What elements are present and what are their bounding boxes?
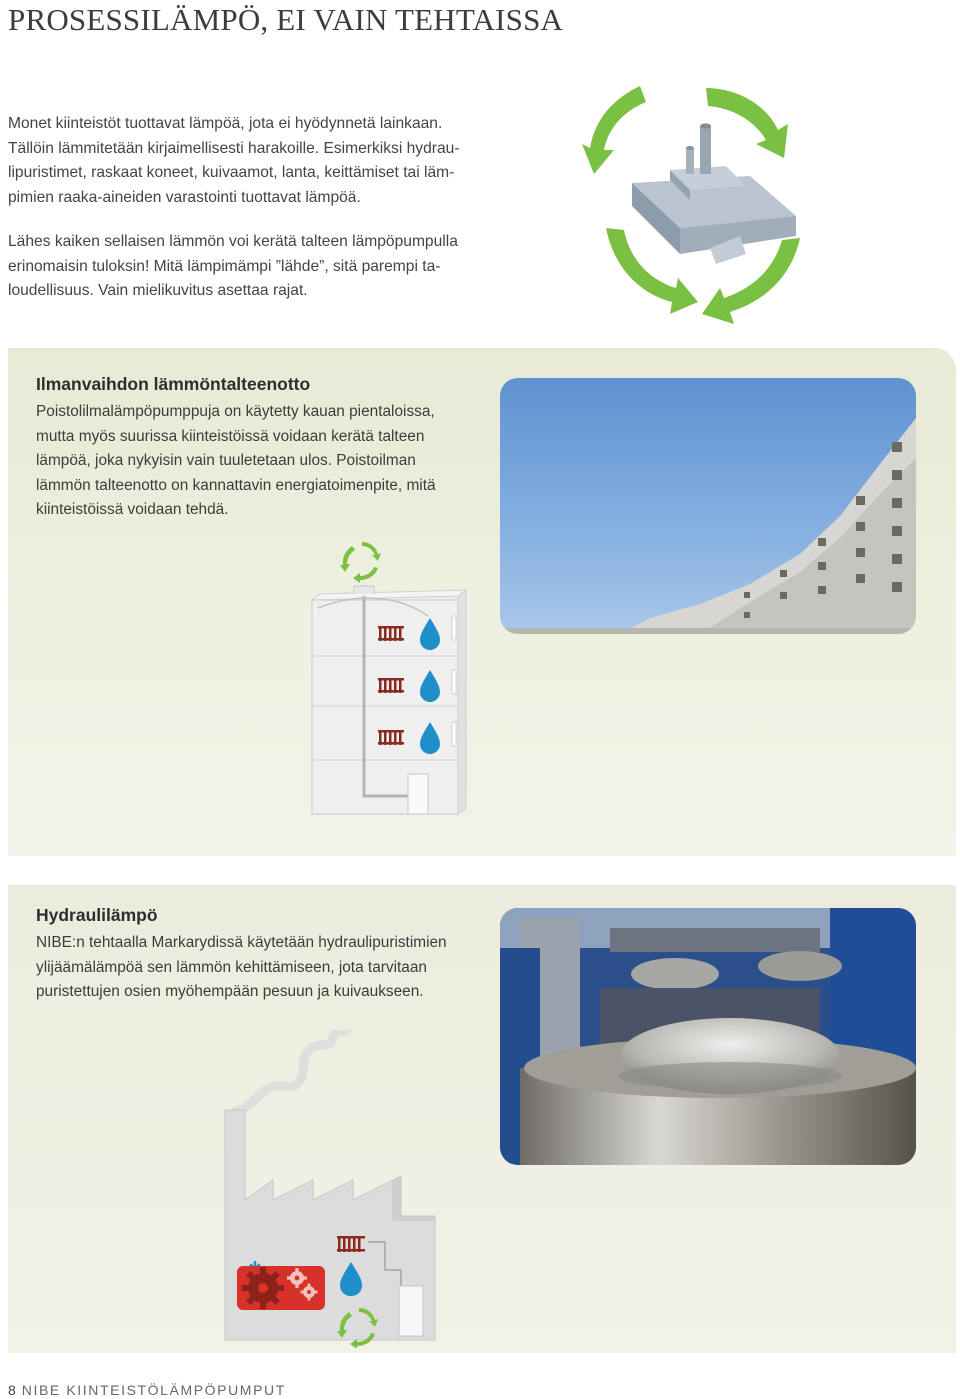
intro-paragraph-2: Lähes kaiken sellaisen lämmön voi kerätä talteen lämpöpumpulla erinomaisin tuloksin! Mitä lämpimämpi ”lähde”, sitä parempi taloudellisuus. Vain mielikuvitus asettaa rajat. [8, 233, 458, 299]
intro-paragraph-1: Monet kiinteistöt tuottavat lämpöä, jota ei hyödynnetä lainkaan. Tällöin lämmitetään kirjaimellisesti harakoille. Esimerkiksi hydraulipuristimet, raskaat koneet, kuivaamot, lanta, keittämiset tai lämpimien raaka-aineiden varastointi tuottavat lämpöä. [8, 115, 460, 206]
hydraulic-body: NIBE:n tehtaalla Markarydissä käytetään hydraulipuristimien ylijäämälämpöä sen lämmön kehittämiseen, jota tarvitaan puristettujen osien myöhempään pesuun ja kuivaukseen. [36, 934, 447, 1000]
hydraulic-heading: Hydraulilämpö [36, 905, 158, 925]
ventilation-body: Poistolilmalämpöpumppuja on käytetty kauan pientaloissa, mutta myös suurissa kiinteistöissä voidaan kerätä talteen lämpöä, joka nykyisin vain tuuletetaan ulos. Poistoilman lämmön talteenotto on kannattavin energiatoimenpite, mitä kiinteistöissä voidaan tehdä. [36, 403, 436, 518]
intro-text [8, 112, 478, 324]
hydraulic-press-photo [500, 908, 916, 1165]
hydraulic-section [8, 885, 956, 1353]
ventilation-section [8, 348, 956, 856]
building-outline [312, 586, 466, 814]
apartment-diagram [298, 538, 468, 820]
footer [8, 1382, 286, 1398]
recycle-building-illustration [580, 78, 810, 336]
factory-diagram [213, 1030, 443, 1348]
page-number: 8 [8, 1382, 16, 1398]
apartment-building-photo [500, 378, 916, 634]
recycle-arrows-icon [340, 542, 381, 583]
publication-name: NIBE KIINTEISTÖLÄMPÖPUMPUT [21, 1382, 286, 1398]
heat-wave-icon [235, 1030, 347, 1112]
heat-pump-icon [408, 774, 428, 814]
gears-icon [237, 1266, 325, 1310]
page-title: PROSESSILÄMPÖ, EI VAIN TEHTAISSA [8, 2, 564, 37]
ventilation-heading: Ilmanvaihdon lämmöntalteenotto [36, 374, 311, 394]
heat-pump-icon [399, 1286, 423, 1336]
